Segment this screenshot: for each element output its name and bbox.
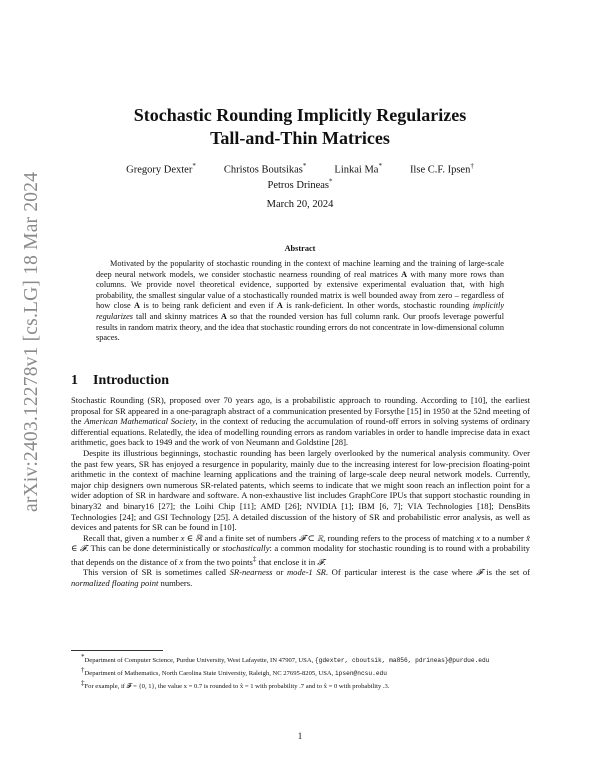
abstract-text: Motivated by the popularity of stochastic rounding in the context of machine learning and the training of large-scale deep neural network models, we consider stochastic nearness rounding of real matrices A with many more rows than columns. We provide novel theoretical evidence, supported by extensive experimental evaluation that, with high probability, the smallest singular value of a stochastically rounded matrix is well bounded away from zero – regardless of how close A is to being rank deficient and even if A is rank-deficient. In other words, stochastic rounding implicitly regularizes tall and skinny matrices A so that the rounded version has full column rank. Our proofs leverage powerful results in random matrix theory, and the idea that stochastic rounding errors do not concentrate in low-dimensional column spaces. [96,259,505,343]
footnote-3: ‡For example, if 𝓕 = {0, 1}, the value x = 0.7 is rounded to x̂ = 1 with probability .7 and to x̂ = 0 with probability .3. [81,678,390,690]
section-heading-introduction [71,373,169,389]
paragraph-3: Recall that, given a number x ∈ ℝ and a finite set of numbers 𝓕 ⊂ ℝ, rounding refers to the process of matching x to a number x̂ ∈ 𝓕. This can be done deterministically or stochastically: a common modality for stochastic rounding is to round with a probability that depends on the distance of x from the two points‡ that enclose it in 𝓕. [71,532,530,567]
publication-date: March 20, 2024 [266,199,334,210]
introduction-body [71,395,530,589]
footnote-1: *Department of Computer Science, Purdue University, West Lafayette, IN 47907, USA, {gdexter, cboutsik, ma856, pdrineas}@purdue.edu [81,653,490,665]
footnote-divider [71,650,163,651]
footnote-1-email[interactable]: {gdexter, cboutsik, ma856, pdrineas}@purdue.edu [314,657,490,665]
paragraph-4: This version of SR is sometimes called SR-nearness or mode-1 SR. Of particular interest is the case where 𝓕 is the set of normalized floating point numbers. [71,567,531,588]
title-line-2: Tall-and-Thin Matrices [210,128,390,148]
paragraph-2: Despite its illustrious beginnings, stochastic rounding has been largely overlooked by the numerical analysis community. Over the past few years, SR has enjoyed a resurgence in popularity, mainly due to the increasing interest for low-precision floating-point arithmetic in the context of machine learning applications and the training of large-scale deep neural network models. Currently, major chip designers own numerous SR-related patents, which seems to indicate that we might soon reach an inflection point for a wider adoption of SR in hardware and software. A non-exhaustive list includes GraphCore IPUs that support stochastic rounding in binary32 and binary16 [27]; the Loihi Chip [11]; AMD [26]; NVIDIA [1]; IBM [6, 7]; VIA Technologies [18]; DensBits Technologies [24]; and GSI Technology [25]. A detailed discussion of the history of SR and probabilistic error analysis, as well as devices and patents for SR can be found in [10]. [71,447,530,533]
paragraph-1: Stochastic Rounding (SR), proposed over 70 years ago, is a probabilistic approach to rounding. According to [10], the earliest proposal for SR appeared in a one-paragraph abstract of a communication presented by Forsythe [15] in 1950 at the 52nd meeting of the American Mathematical Society, in the context of reducing the accumulation of round-off errors in solving systems of ordinary differential equations. Relatedly, the idea of modelling rounding errors as random variables in order to handle imprecise data in exact arithmetic, goes back to 1949 and the work of von Neumann and Goldstine [28]. [71,395,530,448]
title-line-1: Stochastic Rounding Implicitly Regularizes [133,105,467,125]
author-petros-drineas: Petros Drineas* [267,177,333,191]
author-list [60,162,540,191]
arxiv-identifier-stamp[interactable]: arXiv:2403.12278v1 [cs.LG] 18 Mar 2024 [21,171,42,512]
author-christos-boutsikas: Christos Boutsikas* [223,162,307,176]
section-title: Introduction [93,373,169,388]
page-number: 1 [297,731,303,741]
footnote-2: †Department of Mathematics, North Carolina State University, Raleigh, NC 27695-8205, USA, ipsen@ncsu.edu [81,665,387,677]
section-number: 1 [71,373,78,388]
author-linkai-ma: Linkai Ma* [334,162,382,176]
author-gregory-dexter: Gregory Dexter* [126,162,196,176]
footnotes [71,653,530,691]
abstract-heading: Abstract [284,244,316,253]
author-ilse-ipsen: Ilse C.F. Ipsen† [409,162,474,176]
footnote-2-email[interactable]: ipsen@ncsu.edu [334,669,387,677]
paper-title [60,104,540,150]
